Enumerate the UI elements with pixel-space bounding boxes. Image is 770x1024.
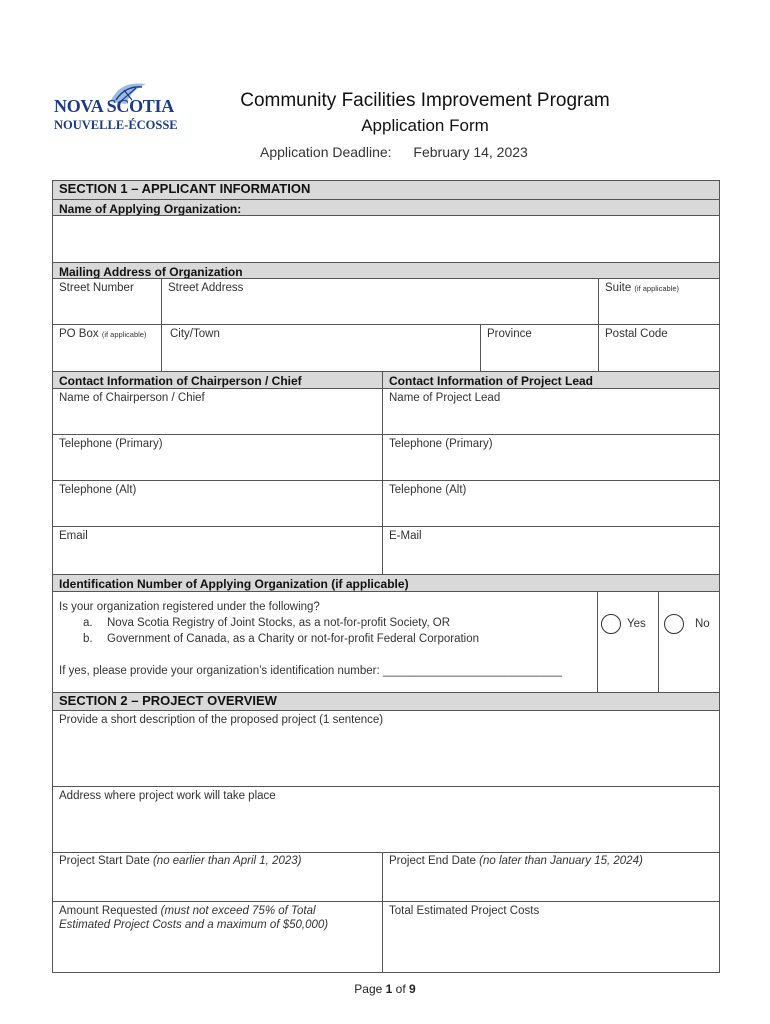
total-project-costs-field[interactable]	[382, 901, 720, 973]
chair-email-field[interactable]	[52, 526, 383, 575]
chair-tel-alt-field[interactable]	[52, 480, 383, 527]
chair-email-label: Email	[59, 530, 88, 542]
registration-question: Is your organization registered under the following?	[59, 601, 320, 613]
registration-option-b-marker: b.	[83, 633, 93, 645]
province-field[interactable]	[480, 324, 599, 372]
no-label: No	[695, 618, 710, 630]
application-deadline	[260, 144, 528, 160]
lead-email-field[interactable]	[382, 526, 720, 575]
project-address-label: Address where project work will take place	[59, 790, 276, 802]
street-address-label: Street Address	[168, 282, 244, 294]
identification-heading: Identification Number of Applying Organization (if applicable)	[52, 574, 720, 592]
chair-tel-alt-label: Telephone (Alt)	[59, 484, 137, 496]
section1-heading: SECTION 1 – APPLICANT INFORMATION	[52, 180, 720, 200]
registration-question-box	[52, 591, 598, 693]
street-number-label: Street Number	[59, 282, 134, 294]
org-name-heading: Name of Applying Organization:	[52, 199, 720, 216]
chair-tel-primary-label: Telephone (Primary)	[59, 438, 163, 450]
suite-label: Suite (if applicable)	[605, 282, 680, 294]
chair-tel-primary-field[interactable]	[52, 434, 383, 481]
project-address-field[interactable]	[52, 786, 720, 853]
yes-option-cell	[597, 591, 659, 693]
lead-tel-alt-field[interactable]	[382, 480, 720, 527]
postal-code-field[interactable]	[598, 324, 720, 372]
logo-text-en: NOVA SCOTIA	[54, 96, 174, 116]
city-label: City/Town	[170, 328, 220, 340]
page-number: Page 1 of 9	[354, 982, 416, 996]
lead-name-label: Name of Project Lead	[389, 392, 501, 404]
province-label: Province	[487, 328, 532, 340]
suite-field[interactable]	[598, 278, 720, 325]
project-description-label: Provide a short description of the proposed project (1 sentence)	[59, 714, 384, 726]
logo-text-fr: NOUVELLE-ÉCOSSE	[54, 118, 178, 132]
po-box-field[interactable]	[52, 324, 162, 372]
lead-tel-alt-label: Telephone (Alt)	[389, 484, 467, 496]
deadline-label: Application Deadline:	[260, 144, 392, 160]
identification-number-prompt: If yes, please provide your organization’s identification number: ____________________________	[59, 665, 562, 677]
no-radio[interactable]	[664, 614, 684, 634]
chair-name-field[interactable]	[52, 388, 383, 435]
street-number-field[interactable]	[52, 278, 162, 325]
project-start-date-label: Project Start Date (no earlier than April 1, 2023)	[59, 855, 302, 867]
yes-radio[interactable]	[601, 614, 621, 634]
yes-label: Yes	[627, 618, 646, 630]
amount-requested-field[interactable]	[52, 901, 383, 973]
lead-tel-primary-field[interactable]	[382, 434, 720, 481]
lead-email-label: E-Mail	[389, 530, 422, 542]
project-end-date-label: Project End Date (no later than January 15, 2024)	[389, 855, 643, 867]
form-subtitle: Application Form	[361, 116, 489, 135]
registration-option-a: Nova Scotia Registry of Joint Stocks, as a not-for-profit Society, OR	[107, 617, 451, 629]
project-description-field[interactable]	[52, 710, 720, 787]
project-start-date-field[interactable]	[52, 852, 383, 902]
lead-contact-heading: Contact Information of Project Lead	[382, 371, 720, 389]
street-address-field[interactable]	[161, 278, 599, 325]
mailing-address-heading: Mailing Address of Organization	[52, 262, 720, 279]
deadline-date: February 14, 2023	[413, 144, 528, 160]
postal-code-label: Postal Code	[605, 328, 668, 340]
lead-name-field[interactable]	[382, 388, 720, 435]
section2-heading: SECTION 2 – PROJECT OVERVIEW	[52, 692, 720, 711]
registration-option-b: Government of Canada, as a Charity or not-for-profit Federal Corporation	[107, 633, 480, 645]
po-box-label: PO Box (if applicable)	[59, 328, 147, 340]
lead-tel-primary-label: Telephone (Primary)	[389, 438, 493, 450]
amount-requested-label: Amount Requested (must not exceed 75% of Total Estimated Project Costs and a maximum of $50,000)	[59, 905, 329, 931]
registration-option-a-marker: a.	[83, 617, 93, 629]
city-field[interactable]	[161, 324, 481, 372]
chair-contact-heading: Contact Information of Chairperson / Chief	[52, 371, 383, 389]
chair-name-label: Name of Chairperson / Chief	[59, 392, 205, 404]
project-end-date-field[interactable]	[382, 852, 720, 902]
no-option-cell	[658, 591, 720, 693]
form-title: Community Facilities Improvement Program	[240, 90, 610, 111]
total-project-costs-label: Total Estimated Project Costs	[389, 905, 540, 917]
org-name-field[interactable]	[52, 215, 720, 263]
